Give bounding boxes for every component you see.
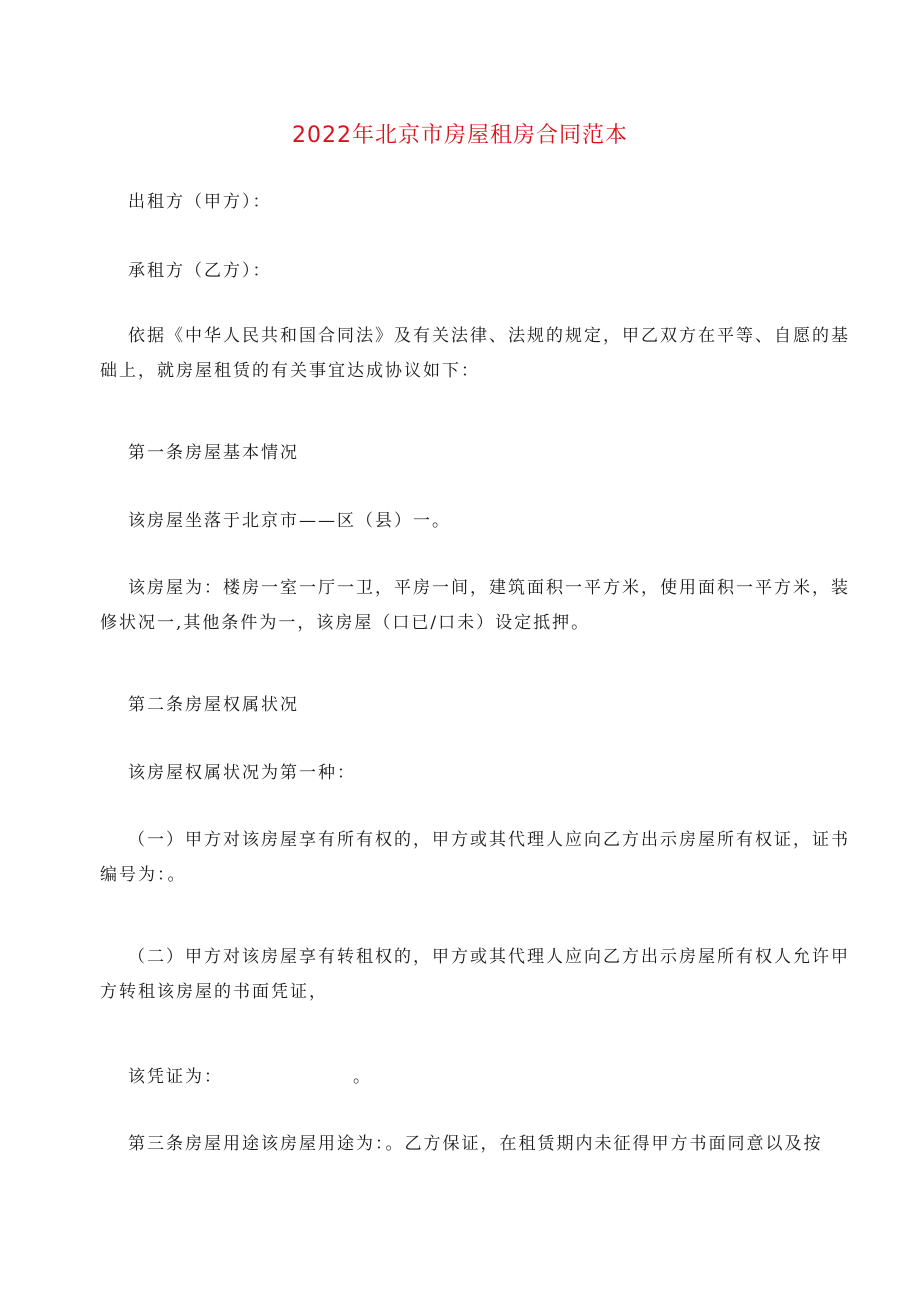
lessee-line: 承租方（乙方）： xyxy=(128,261,272,281)
article2-item1-paragraph xyxy=(100,823,850,893)
article2-item2-line-1: （二）甲方对该房屋享有转租权的，甲方或其代理人应向乙方出示房屋所有权人允许甲 xyxy=(128,947,850,967)
article2-item2-line-2: 方转租该房屋的书面凭证， xyxy=(100,982,328,1002)
article2-heading: 第二条房屋权属状况 xyxy=(128,695,299,715)
lessor-line: 出租方（甲方）： xyxy=(128,192,272,212)
article1-detail-line-1: 该房屋为：楼房一室一厅一卫，平房一间，建筑面积一平方米，使用面积一平方米，装 xyxy=(128,578,850,598)
voucher-label: 该凭证为： xyxy=(128,1067,223,1087)
document-title: 2022年北京市房屋租房合同范本 xyxy=(292,123,628,148)
article1-location: 该房屋坐落于北京市——区（县）一。 xyxy=(128,511,451,531)
preamble-paragraph xyxy=(100,319,850,389)
article2-voucher-line xyxy=(128,1060,840,1095)
article1-detail-line-2: 修状况一,其他条件为一，该房屋（口已/口未）设定抵押。 xyxy=(100,613,591,633)
article2-item1-line-2: 编号为：。 xyxy=(100,865,187,885)
article2-intro: 该房屋权属状况为第一种： xyxy=(128,763,356,783)
article1-heading: 第一条房屋基本情况 xyxy=(128,443,299,463)
article1-detail-paragraph xyxy=(100,571,850,641)
voucher-end: 。 xyxy=(353,1067,372,1087)
article2-item2-paragraph xyxy=(100,940,850,1010)
preamble-line-1: 依据《中华人民共和国合同法》及有关法律、法规的规定，甲乙双方在平等、自愿的基 xyxy=(128,326,850,346)
preamble-line-2: 础上，就房屋租赁的有关事宜达成协议如下： xyxy=(100,361,480,381)
article3-line: 第三条房屋用途该房屋用途为：。乙方保证，在租赁期内未征得甲方书面同意以及按 xyxy=(128,1134,823,1154)
article2-item1-line-1: （一）甲方对该房屋享有所有权的，甲方或其代理人应向乙方出示房屋所有权证，证书 xyxy=(128,830,850,850)
